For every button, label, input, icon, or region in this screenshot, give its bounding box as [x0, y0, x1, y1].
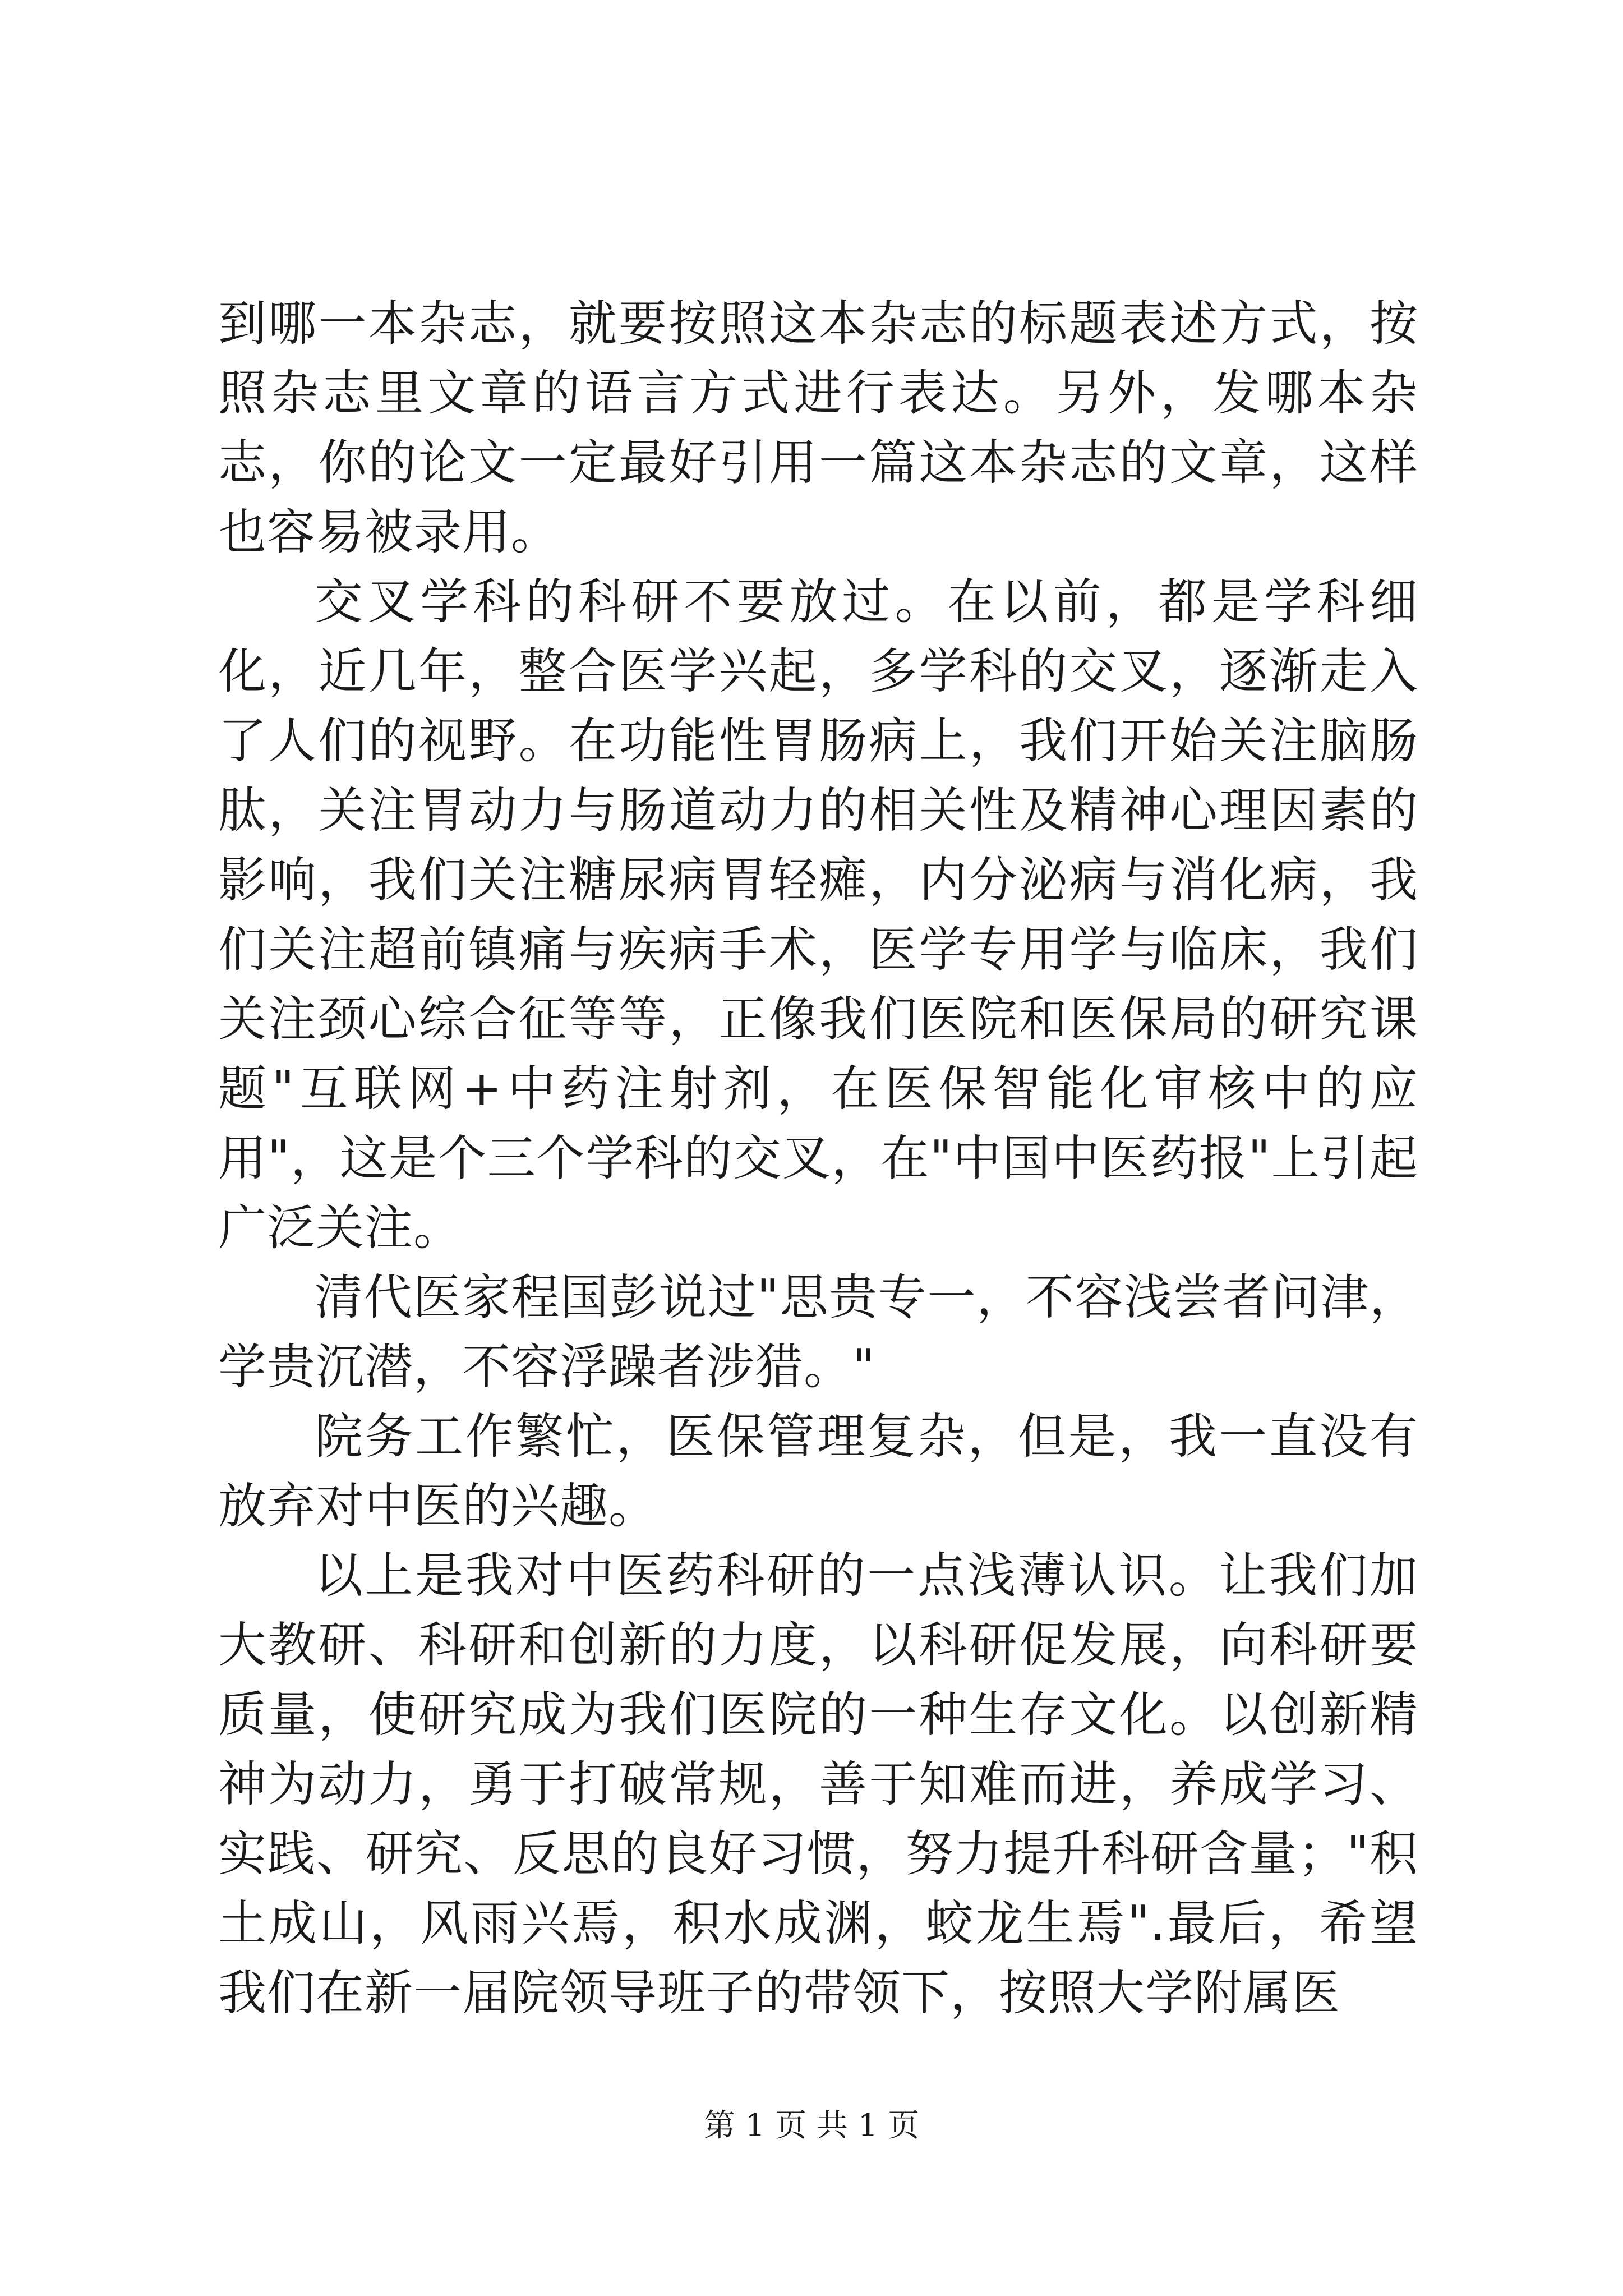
page-footer: 第 1 页 共 1 页	[703, 2108, 920, 2144]
paragraph-quote-cheng-guopeng: 清代医家程国彭说过"思贵专一，不容浅尝者问津，学贵沉潜，不容浮躁者涉猎。"	[218, 1269, 1418, 1395]
document-body	[218, 289, 1418, 2028]
paragraph-conclusion: 以上是我对中医药科研的一点浅薄认识。让我们加大教研、科研和创新的力度，以科研促发展，向科研要质量，使研究成为我们医院的一种生存文化。以创新精神为动力，勇于打破常规，善于知难而进，养成学习、实践、研究、反思的良好习惯，努力提升科研含量；"积土成山，风雨兴焉，积水成渊，蛟龙生焉".最后，希望我们在新一届院领导班子的带领下，按照大学附属医	[218, 1548, 1418, 2021]
paragraph-continuation: 到哪一本杂志，就要按照这本杂志的标题表述方式，按照杂志里文章的语言方式进行表达。另外，发哪本杂志，你的论文一定最好引用一篇这本杂志的文章，这样也容易被录用。	[218, 296, 1418, 560]
paragraph-interest-in-tcm: 院务工作繁忙，医保管理复杂，但是，我一直没有放弃对中医的兴趣。	[218, 1409, 1418, 1534]
paragraph-interdisciplinary-research: 交叉学科的科研不要放过。在以前，都是学科细化，近几年，整合医学兴起，多学科的交叉，逐渐走入了人们的视野。在功能性胃肠病上，我们开始关注脑肠肽，关注胃动力与肠道动力的相关性及精神心理因素的影响，我们关注糖尿病胃轻瘫，内分泌病与消化病，我们关注超前镇痛与疾病手术，医学专用学与临床，我们关注颈心综合征等等，正像我们医院和医保局的研究课题"互联网+中药注射剂，在医保智能化审核中的应用"，这是个三个学科的交叉，在"中国中医药报"上引起广泛关注。	[218, 574, 1418, 1256]
